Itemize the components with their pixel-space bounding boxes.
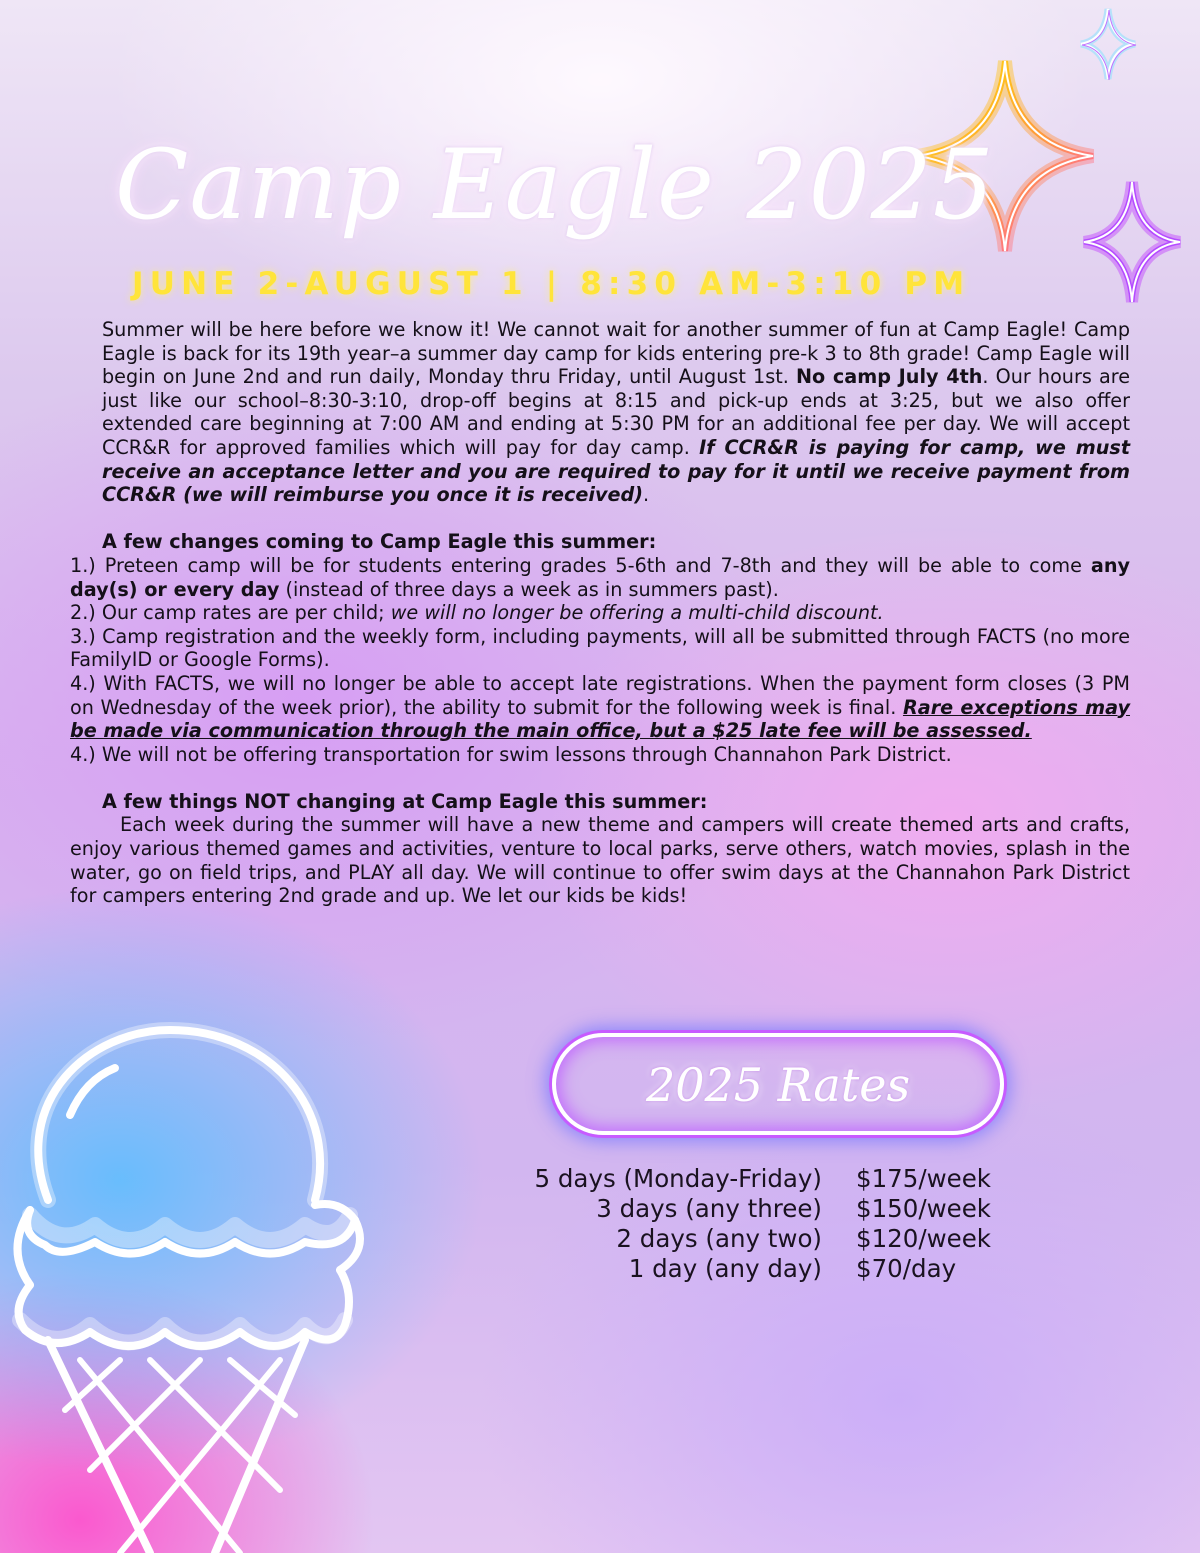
change-item-2-italic: we will no longer be offering a multi-child discount. [390,601,884,625]
change-item-5: 4.) We will not be offering transportation for swim lessons through Channahon Park District. [70,742,952,766]
not-changing-text: Each week during the summer will have a new theme and campers will create themed arts and crafts, enjoy various themed games and activities, venture to local parks, serve others, watch movies, splash in the water, go on field trips, and PLAY all day. We will continue to offer swim days at the Channahon Park District for campers entering 2nd grade and up. We let our kids be kids! [70,813,1130,908]
rate-label: 1 day (any day) [628,1254,822,1283]
not-changing-heading-text: A few things NOT changing at Camp Eagle this summer: [102,789,708,813]
not-changing-body [70,813,1130,907]
rate-price: $150/week [856,1194,991,1223]
change-item-1-end: (instead of three days a week as in summers past). [279,577,779,601]
change-item-3: 3.) Camp registration and the weekly form, including payments, will all be submitted through FACTS (no more FamilyID or Google Forms). [70,624,1130,672]
change-item-2-text: 2.) Our camp rates are per child; [70,601,391,625]
change-item-2 [70,601,1130,625]
page-title: Camp Eagle 2025 [115,129,995,241]
rate-row [470,1254,1070,1284]
rate-price: $70/day [856,1254,957,1283]
intro-text: Summer will be here before we know it! We cannot wait for another summer of fun at Camp Eagle! Camp Eagle is back for its 19th year–a summer day camp for kids entering pre-k 3 to 8th grade! Camp Eagle will begin on June 2nd and run daily, Monday thru Friday, until August 1st. [102,318,1130,389]
changes-heading-text: A few changes coming to Camp Eagle this summer: [102,530,657,554]
main-content [70,318,1130,908]
rates-table [470,1164,1070,1284]
change-item-4-text: 4.) With FACTS, we will no longer be able to accept late registrations. When the payment form closes (3 PM on Wednesday of the week prior), the ability to submit for the following week is final. [70,671,1130,719]
rates-title: 2025 Rates [645,1058,911,1112]
ccrr-notice: If CCR&R is paying for camp, we must receive an acceptance letter and you are required to pay for it until we receive payment from CCR&R (we will reimburse you once it is received) [102,435,1130,507]
change-item-1 [70,554,1130,601]
rate-label: 3 days (any three) [596,1194,822,1223]
ice-cream-cone-icon [0,1020,420,1553]
changes-heading [70,530,1130,554]
change-item-1-bold: any day(s) or every day [70,553,1130,601]
rate-price: $120/week [856,1224,991,1253]
rate-row [470,1194,1070,1224]
rate-label: 2 days (any two) [616,1224,822,1253]
no-camp-notice: No camp July 4th [795,365,983,389]
late-fee-notice: Rare exceptions may be made via communication through the main office, but a $25 late fee will be assessed. [70,695,1130,743]
rate-row [470,1224,1070,1254]
camp-dates-hours: JUNE 2-AUGUST 1 | 8:30 AM-3:10 PM [132,266,971,302]
rate-price: $175/week [856,1164,991,1193]
change-item-4 [70,672,1130,743]
rate-label: 5 days (Monday-Friday) [534,1164,822,1193]
not-changing-heading [70,790,1130,814]
change-item-1-text: 1.) Preteen camp will be for students entering grades 5-6th and 7-8th and they will be able to come [70,553,1091,577]
intro-end: . [642,483,650,507]
purple-sparkle-icon [1080,178,1184,306]
intro-paragraph [70,318,1130,507]
rate-row [470,1164,1070,1194]
intro-hours-text: . Our hours are just like our school–8:30-3:10, drop-off begins at 8:15 and pick-up ends at 3:25, but we also offer extended care beginning at 7:00 AM and ending at 5:30 PM for an additional fee per day. We will accept CCR&R for approved families which will pay for day camp. [102,365,1130,459]
